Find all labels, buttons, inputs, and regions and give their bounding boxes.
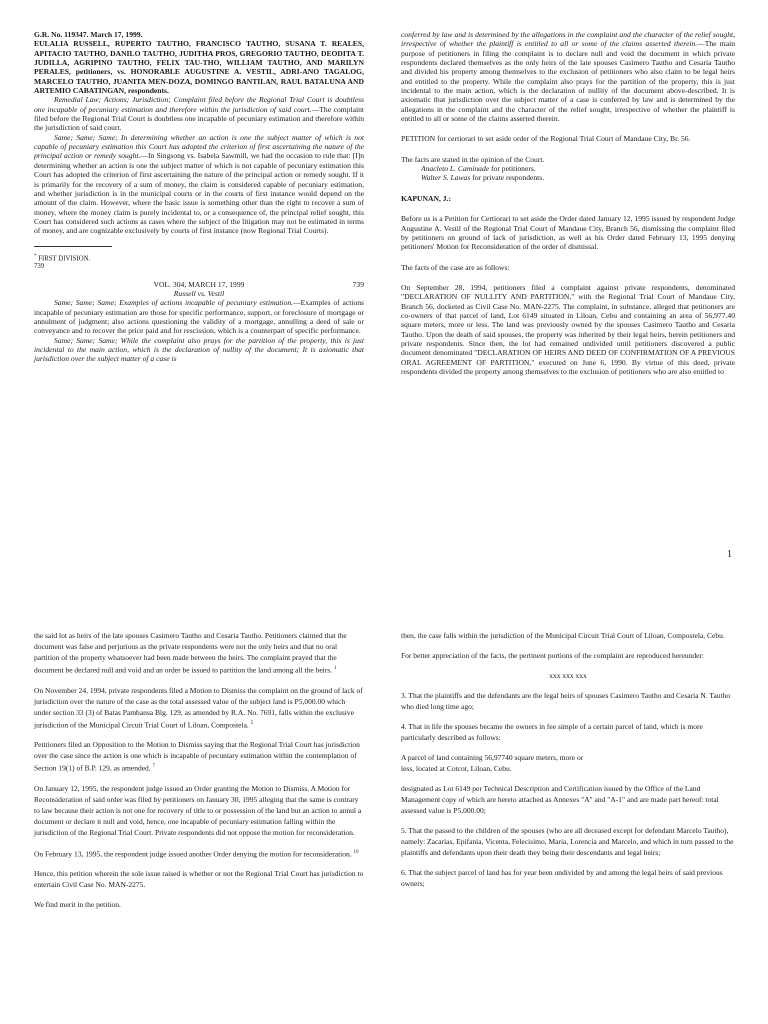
case-parties: EULALIA RUSSELL, RUPERTO TAUTHO, FRANCISCO TAUTHO, SUSANA T. REALES, APITACIO TAUTHO, DANILO TAUTHO, JUDITHA PROS, GREGORIO TAUTHO, DEODITA T. JUDILLA, AGRIPINO TAUTHO, FELIX TAU-THO, WILLIAM TAUTHO, AND MARILYN PERALES, petitioners, vs. HONORABLE AUGUSTINE A. VESTIL, ADRI-ANO TAGALOG, MARCELO TAUTHO, JUANITA MEN-DOZA, DOMINGO BANTILAN, RAUL BATALUNA AND ARTEMIO CABATINGAN, respondents. [34, 39, 364, 96]
paragraph: On November 24, 1994, private respondents filed a Motion to Dismiss the complaint on the ground of lack of jurisdiction over the nature of the case as the total assessed value of the subject land is P5,000.00 which under section 33 (3) of Batas Pambansa Blg. 129, as amended by R.A. No. 7691, falls within the exclusive jurisdiction of the Municipal Circuit Trial Court of Liloan, Compostela. $^5$ [34, 685, 363, 729]
opening-paragraph: Before us is a Petition for Certiorari to set aside the Order dated January 12, 1995 issued by respondent Judge Augustine A. Vestil of the Regional Trial Court of Mandaue City, Branch 56, dismissing the complaint filed by petitioners on ground of lack of jurisdiction, as well as his Order dated February 13, 1995 denying petitioners' Motion for Reconsideration of the order of dismissal. [401, 214, 735, 252]
paragraph: On January 12, 1995, the respondent judge issued an Order granting the Motion to Dismiss. A Motion for Reconsideration of said order was filed by petitioners on January 30, 1995 alleging that the same is contrary to law because their action is not one for recovery of title to or possession of the land but an action to annul a document or declare it null and void, hence, one incapable of pecuniary estimation falling within the jurisdiction of the Regional Trial Court. Private respondents did not oppose the motion for reconsideration. [34, 783, 362, 837]
ponente: KAPUNAN, J.: [401, 193, 451, 203]
ellipsis-marker: xxx xxx xxx [549, 671, 587, 680]
running-head-title: VOL. 304, MARCH 17, 1999 [153, 279, 245, 289]
quoted-item: 3. That the plaintiffs and the defendants are the legal heirs of spouses Casimero Tautho and Cesaria N. Tautho who died long time ago; [401, 691, 731, 711]
quoted-item: 6. That the subject parcel of land has for year been undivided by and among the legal heirs of said previous owners; [401, 868, 723, 888]
facts-stated: The facts are stated in the opinion of the Court. [401, 154, 545, 164]
paragraph: We find merit in the petition. [34, 900, 121, 909]
syllabus-1: Remedial Law; Actions; Jurisdiction; Complaint filed before the Regional Trial Court is doubtless one incapable of pecuniary estimation and therefore within the jurisdiction of said court.—The complaint filed before the Regional Trial Court is doubtless one incapable of pecuniary estimation and therefore within the jurisdiction of said court. [34, 95, 364, 133]
counsel-petitioners: Anacleto L. Caminade for petitioners. [421, 164, 536, 174]
page-separator [0, 568, 768, 618]
syllabus-2: Same; Same; Same; In determining whether an action is one the subject matter of which is not capable of pecuniary estimation this Court has adopted the criterion of first ascertaining the nature of the principal action or remedy sought.—In Singsong vs. Isabela Sawmill, we had the occasion to rule that: [I]n determining whether an action is one the subject matter of which is not capable of pecuniary estimation this Court has adopted the criterion of first ascertaining the nature of the principal action or remedy sought. If it is primarily for the recovery of a sum of money, the claim is considered capable of pecuniary estimation, and whether jurisdiction is in the municipal courts or in the courts of first instance would depend on the amount of the claim. However, where the basic issue is something other than the right to recover a sum of money, where the money claim is purely incidental to, or a consequence of, the principal relief sought, this Court has considered such actions as cases where the subject of the litigation may not be estimated in terms of money, and are cognizable exclusively by courts of first instance (now Regional Trial Courts). [34, 132, 364, 236]
counsel-respondents: Walter S. Lawas for private respondents. [421, 173, 545, 183]
quoted-description: A parcel of land containing 56,97740 square meters, more or less, located at Cotcot, Liloan, Cebu. [401, 753, 584, 773]
footnote: * FIRST DIVISION. [34, 253, 91, 262]
running-head [34, 280, 364, 289]
quoted-item: 5. That the passed to the children of the spouses (who are all deceased except for defendant Marcelo Tautho), namely: Zacarias, Epifania, Vicenta, Felecisimo, Maria, Lorencia and Marcelo, and which in turn passed to the plaintiffs and defendants upon their death they being their descendants and legal heirs; [401, 826, 734, 857]
quoted-item: designated as Lot 6149 per Technical Description and Certification issued by the Office of the Land Management copy of which are hereto attached as Annexes "A" and "A-1" and are made part hereof: total assessed value is P5,000.00; [401, 784, 719, 815]
running-head-page: 739 [352, 279, 364, 289]
paragraph: Hence, this petition wherein the sole issue raised is whether or not the Regional Trial Court has jurisdiction to entertain Civil Case No. MAN-2275. [34, 869, 364, 889]
facts-body: On September 28, 1994, petitioners filed a complaint against private respondents, denominated "DECLARATION OF NULLITY AND PARTITION," with the Regional Trial Court of Mandaue City, Branch 56, docketed as Civil Case No. MAN-2275. The complaint, in substance, alleged that petitioners are co-owners of that parcel of land, Lot 6149 situated in Liloan, Cebu and containing an area of 56,977.40 square meters, more or less. The land was previously owned by the spouses Casimero Tautho and Cesaria Tautho. Upon the death of said spouses, the property was inherited by their legal heirs, herein petitioners and private respondents. Since then, the lot had remained undivided until petitioners discovered a public document denominated "DECLARATION OF HEIRS AND DEED OF CONFIRMATION OF A PREVIOUS ORAL AGREEMENT OF PARTITION," executed on June 6, 1990. By virtue of this deed, private respondents divided the property among themselves to the exclusion of petitioners who are also entitled to [401, 282, 735, 376]
footnote-rule [34, 246, 112, 247]
syllabus-4: Same; Same; Same; While the complaint also prays for the partition of the property, this is just incidental to the main action, which is the declaration of nullity of the document; It is axiomatic that jurisdiction over the subject matter of a case is [34, 335, 364, 364]
page-1-left-column [34, 30, 364, 364]
case-citation: G.R. No. 119347. March 17, 1999. [34, 30, 143, 39]
page-1-right-column [401, 30, 735, 376]
footnote-page: 739 [34, 263, 45, 271]
paragraph: then, the case falls within the jurisdiction of the Municipal Circuit Trial Court of Liloan, Compostela, Cebu. [401, 631, 725, 640]
petition-line: PETITION for certiorari to set aside order of the Regional Trial Court of Mandaue City, Br. 56. [401, 134, 691, 144]
paragraph: On February 13, 1995, the respondent judge issued another Order denying the motion for reconsideration. $^{10}$ [34, 849, 359, 858]
paragraph: Petitioners filed an Opposition to the Motion to Dismiss saying that the Regional Trial Court has jurisdiction over the case since the action is one which is incapable of pecuniary estimation within the contemplation of Section 19(1) of B.P. 129, as amended. $^7$ [34, 740, 360, 773]
page-number: 1 [727, 549, 732, 560]
paragraph: the said lot as heirs of the late spouses Casimero Tautho and Cesaria Tautho. Petitioners claimed that the document was false and perjurious as the private respondents were not the only heirs and that no oral partition of the property whatsoever had been made between the heirs. The complaint prayed that the document be declared null and void and an order be issued to partition the land among all the heirs. $^1$ [34, 631, 347, 675]
running-subtitle: Russell vs. Vestil [173, 288, 225, 298]
page-2-left-column [34, 630, 364, 910]
page-2 [0, 618, 768, 1024]
syllabus-3: Same; Same; Same; Examples of actions incapable of pecuniary estimation.—Examples of actions incapable of pecuniary estimation are those for specific performance, support, or foreclosure of mortgage or annulment of judgment; also actions questioning the validity of a mortgage, annulling a deed of sale or conveyance and to recover the price paid and for rescission, which is a counterpart of specific performance. [34, 298, 364, 336]
quoted-item: 4. That in life the spouses became the owners in fee simple of a certain parcel of land, which is more particularly described as follows: [401, 722, 703, 742]
page-2-right-column [401, 630, 735, 889]
syllabus-4-continued: conferred by law and is determined by the allegations in the complaint and the character of the relief sought, irrespective of whether the plaintiff is entitled to all or some of the claims asserted therein.—The main purpose of petitioners in filing the complaint is to declare null and void the document in which private respondents declared themselves as the only heirs of the late spouses Casimero Tautho and Cesaria Tautho and divided his property among themselves to the exclusion of petitioners who also claim to be legal heirs and entitled to the property. While the complaint also prays for the partition of the property, this is just incidental to the main action, which is the declaration of nullity of the document above-described. It is axiomatic that jurisdiction over the subject matter of a case is conferred by law and is determined by the allegations in the complaint and the character of the relief sought, irrespective of whether the plaintiff is entitled to all or some of the claims asserted therein. [401, 30, 735, 124]
paragraph: For better appreciation of the facts, the pertinent portions of the complaint are reproduced hereunder: [401, 651, 705, 660]
facts-intro: The facts of the case are as follows: [401, 262, 510, 272]
